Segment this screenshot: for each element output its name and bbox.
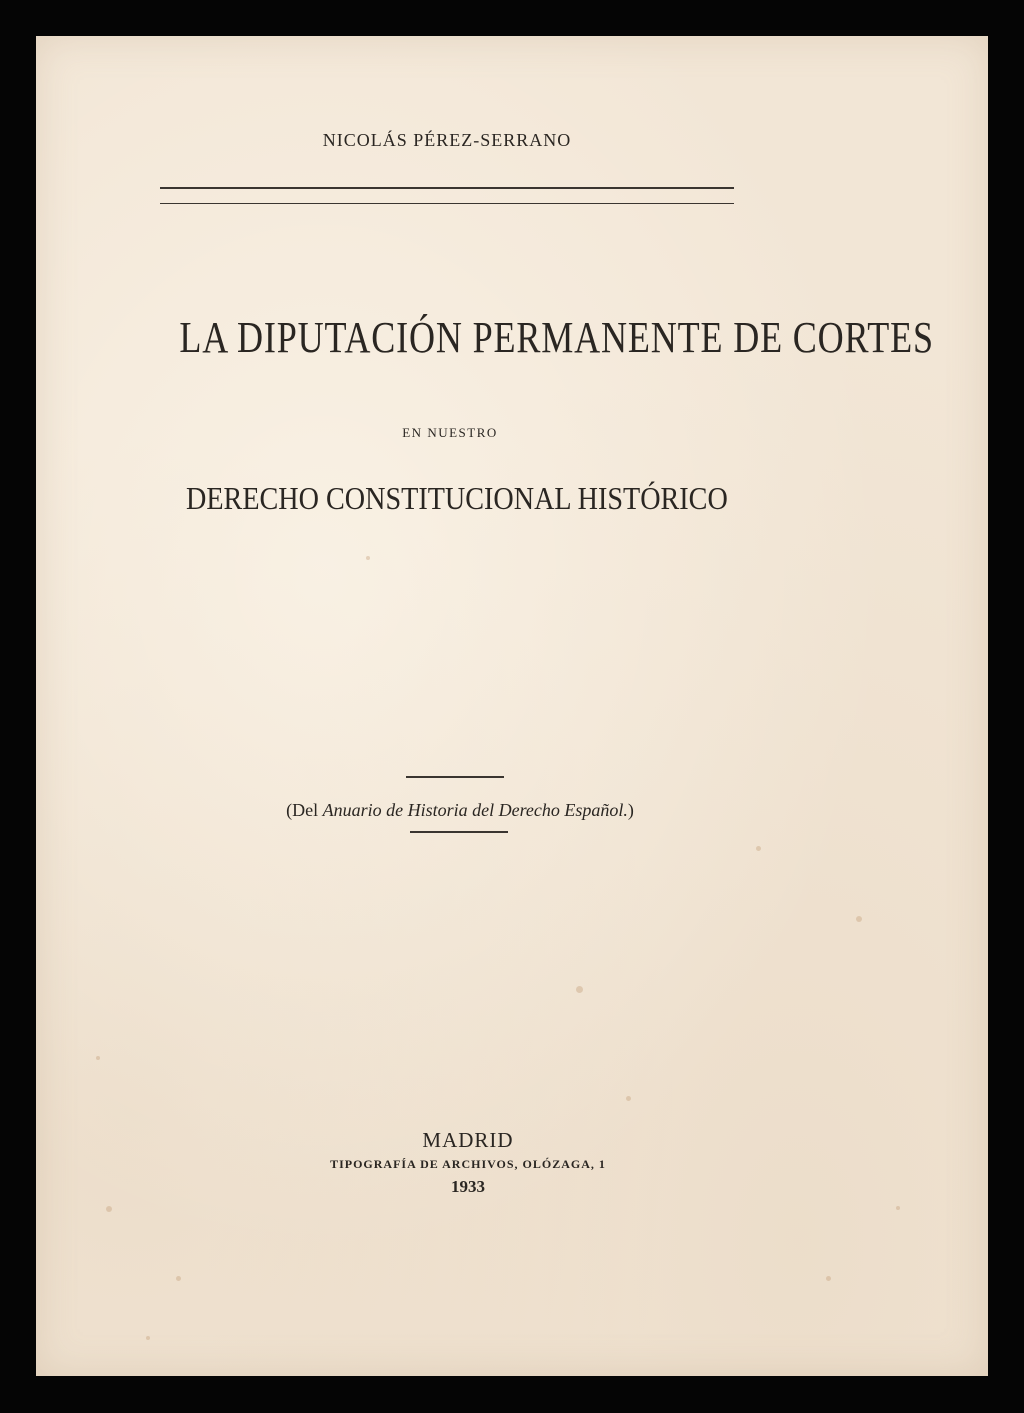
foxing-spot [896,1206,900,1210]
book-cover [36,36,988,1376]
foxing-spot [176,1276,181,1281]
subtitle-connector: EN NUESTRO [402,425,498,440]
source-note [200,800,720,821]
publication-year: 1933 [451,1177,485,1196]
foxing-spot [96,1056,100,1060]
source-rule-bottom [410,831,508,833]
source-suffix: ) [627,800,634,820]
source-journal: Anuario de Historia del Derecho Español. [322,800,628,820]
author-name: NICOLÁS PÉREZ-SERRANO [322,130,572,150]
foxing-spot [576,986,583,993]
header-rule-bottom [160,203,734,204]
publication-city: MADRID [422,1128,514,1152]
foxing-spot [106,1206,112,1212]
foxing-spot [146,1336,150,1340]
book-subtitle: DERECHO CONSTITUCIONAL HISTÓRICO [186,480,728,516]
source-rule-top [406,776,504,778]
book-title: LA DIPUTACIÓN PERMANENTE DE CORTES [179,313,934,362]
foxing-spot [856,916,862,922]
foxing-spot [366,556,370,560]
printer-imprint: TIPOGRAFÍA DE ARCHIVOS, OLÓZAGA, 1 [330,1157,606,1171]
foxing-spot [756,846,761,851]
header-rule-top [160,187,734,189]
foxing-spot [826,1276,831,1281]
source-prefix: (Del [286,800,319,820]
foxing-spot [626,1096,631,1101]
